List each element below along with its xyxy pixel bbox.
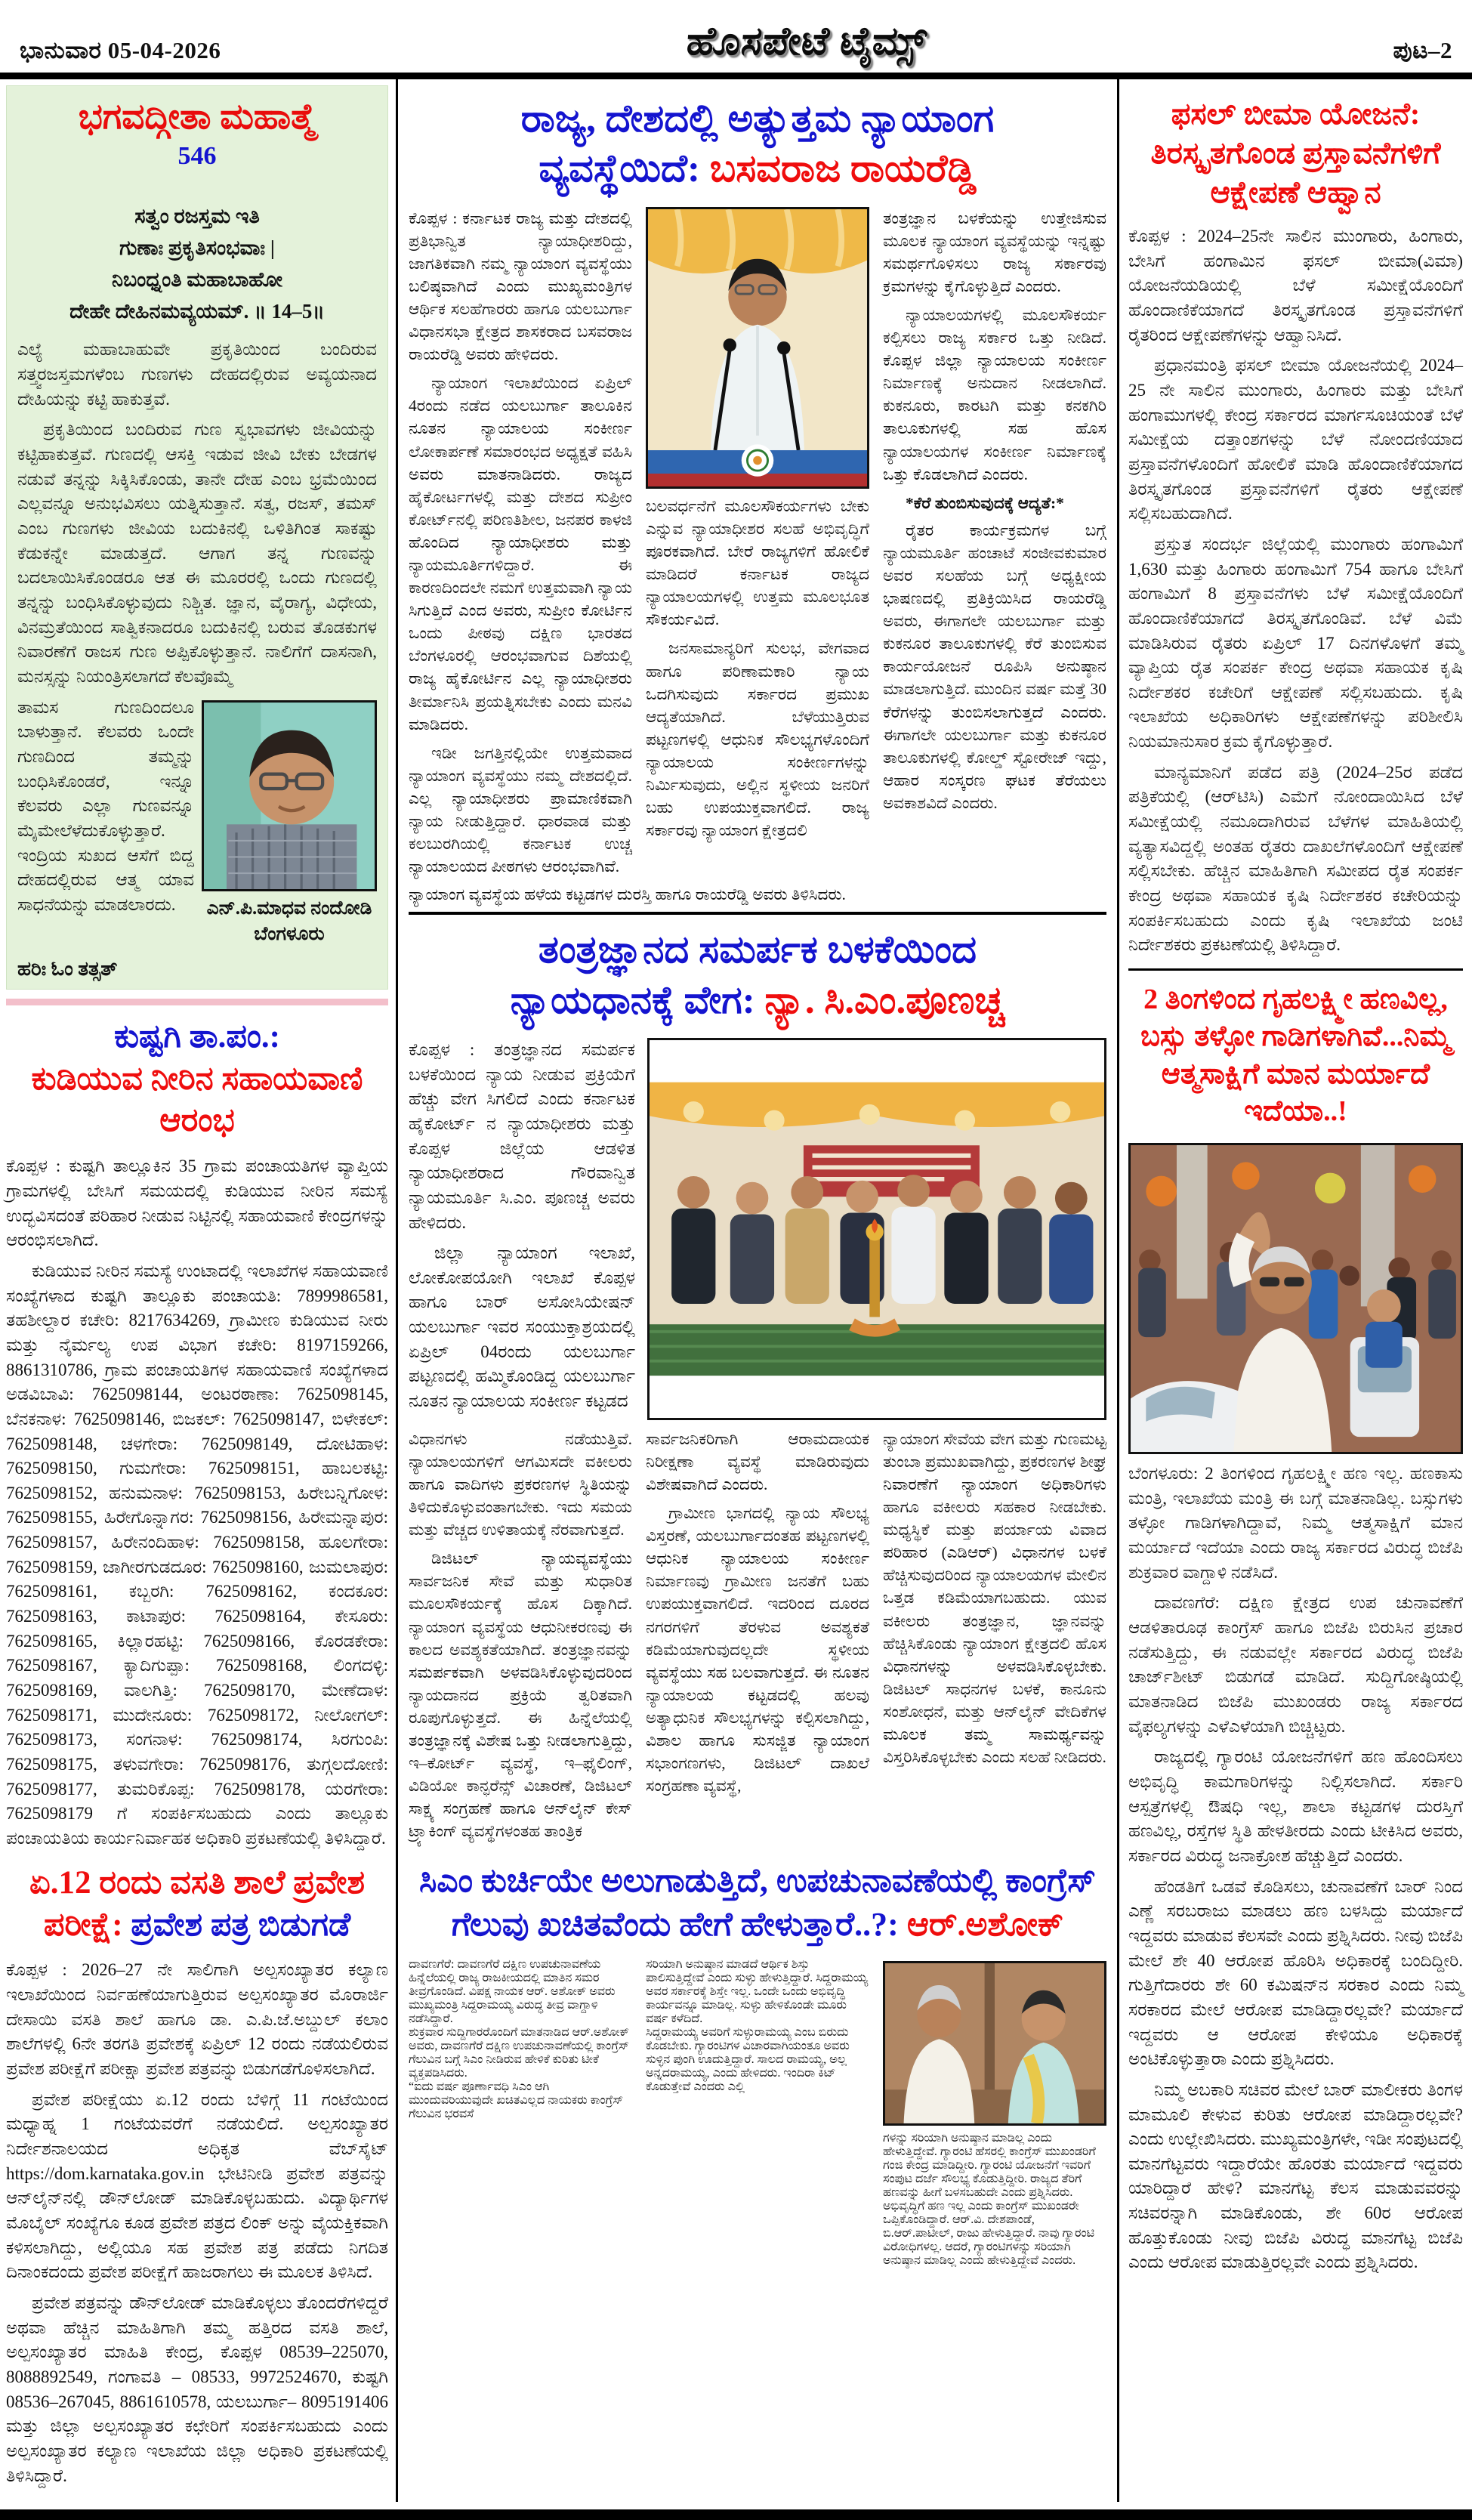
body-paragraph: ಮಾನ್ಯಮಾನಿಗೆ ಪಡೆದ ಪತ್ರಿ (2024–25ರ ಪಡೆದ ಪತ್ರಿಕೆಯಲ್ಲಿ (ಆರ್‌ಟಿಸಿ) ಎಮೆಗೆ ನೋಂದಾಯಿಸಿದ ಬೆಳೆ ಸಮೀಕ್ಷೆಯಲ್ಲಿ ನಮೂದಾಗಿರುವ ಬೆಳೆಗಳ ಮಾಹಿತಿಯಲ್ಲಿ ವ್ಯತ್ಯಾಸವಿದ್ದಲ್ಲಿ ಅಂತಹ ರೈತರು ದಾಖಲೆಗಳೊಂದಿಗೆ ಆಕ್ಷೇಪಣೆ ಸಲ್ಲಿಸಬೇಕು. ಹೆಚ್ಚಿನ ಮಾಹಿತಿಗಾಗಿ ಸಮೀಪದ ರೈತ ಸಂಪರ್ಕ ಕೇಂದ್ರ ಅಥವಾ ಸಹಾಯಕ ಕೃಷಿ ನಿರ್ದೇಶಕರ ಕಚೇರಿಯನ್ನು ಸಂಪರ್ಕಿಸಬಹುದು ಎಂದು ಕೃಷಿ ಇಲಾಖೆಯ ಜಂಟಿ ನಿರ್ದೇಶಕರು ಪ್ರಕಟಣೆಯಲ್ಲಿ ತಿಳಿಸಿದ್ದಾರೆ. [1128,762,1463,955]
masthead-title: ಹೊಸಪೇಟೆ ಟೈಮ್ಸ್ [685,20,929,63]
body-paragraph: ಶುಕ್ರವಾರ ಸುದ್ದಿಗಾರರೊಂದಿಗೆ ಮಾತನಾಡಿದ ಆರ್.ಅಶೋಕ್ ಅವರು, ದಾವಣಗೆರೆ ದಕ್ಷಿಣ ಉಪಚುನಾವಣೆಯಲ್ಲಿ ಕಾಂಗ್ರೆಸ್ ಗೆಲುವಿನ ಬಗ್ಗೆ ಸಿಎಂ ನೀಡಿರುವ ಹೇಳಿಕೆ ಕುರಿತು ಟೀಕೆ ವ್ಯಕ್ತಪಡಿಸಿದರು. [409,2025,629,2080]
headline-line2-blue: ನ್ಯಾಯಧಾನಕ್ಕೆ ವೇಗ: [510,979,765,1022]
fasal-bima-headline [1128,94,1463,212]
headline-line1: ತಂತ್ರಜ್ಞಾನದ ಸಮರ್ಪಕ ಬಳಕೆಯಿಂದ [538,929,977,972]
author-photo-block [202,700,377,947]
center-column [396,79,1119,2502]
body-paragraph: ನ್ಯಾಯಾಂಗ ಸೇವೆಯ ವೇಗ ಮತ್ತು ಗುಣಮಟ್ಟ ತುಂಬಾ ಪ್ರಮುಖವಾಗಿದ್ದು, ಪ್ರಕರಣಗಳ ಶೀಘ್ರ ನಿವಾರಣೆಗೆ ನ್ಯಾಯಾಂಗ ಅಧಿಕಾರಿಗಳು ಹಾಗೂ ವಕೀಲರು ಸಹಕಾರ ನೀಡಬೇಕು. ಮಧ್ಯಸ್ಥಿಕೆ ಮತ್ತು ಪರ್ಯಾಯ ವಿವಾದ ಪರಿಹಾರ (ಎಡಿಆರ್) ವಿಧಾನಗಳ ಬಳಕೆ ಹೆಚ್ಚಿಸುವುದರಿಂದ ನ್ಯಾಯಾಲಯಗಳ ಮೇಲಿನ ಒತ್ತಡ ಕಡಿಮೆಯಾಗಬಹುದು. ಯುವ ವಕೀಲರು ತಂತ್ರಜ್ಞಾನ, ಜ್ಞಾನವನ್ನು ಹೆಚ್ಚಿಸಿಕೊಂಡು ನ್ಯಾಯಾಂಗ ಕ್ಷೇತ್ರದಲಿ ಹೊಸ ವಿಧಾನಗಳನ್ನು ಅಳವಡಿಸಿಕೊಳ್ಳಬೇಕು. ಡಿಜಿಟಲ್ ಸಾಧನಗಳ ಬಳಕೆ, ಕಾನೂನು ಸಂಶೋಧನೆ, ಮತ್ತು ಆನ್‌ಲೈನ್ ವೇದಿಕೆಗಳ ಮೂಲಕ ತಮ್ಮ ಸಾಮರ್ಥ್ಯವನ್ನು ವಿಸ್ತರಿಸಿಕೊಳ್ಳಬೇಕು ಎಂದು ಸಲಹೆ ನೀಡಿದರು. [883,1429,1106,1767]
body-paragraph: ಬಲವರ್ಧನೆಗೆ ಮೂಲಸೌಕರ್ಯಗಳು ಬೇಕು ಎನ್ನುವ ನ್ಯಾಯಾಧೀಶರ ಸಲಹೆ ಅಭಿವೃದ್ಧಿಗೆ ಪೂರಕವಾಗಿದೆ. ಬೇರೆ ರಾಜ್ಯಗಳಿಗೆ ಹೋಲಿಕೆ ಮಾಡಿದರೆ ಕರ್ನಾಟಕ ರಾಜ್ಯದ ನ್ಯಾಯಾಲಯಗಳಲ್ಲಿ ಉತ್ತಮ ಮೂಲಭೂತ ಸೌಕರ್ಯವಿದೆ. [646,496,869,629]
cm-chair-col3-text [883,2132,1106,2268]
date-label: ಭಾನುವಾರ 05-04-2026 [20,37,221,63]
body-paragraph: ಸರಿಯಾಗಿ ಅನುಷ್ಠಾನ ಮಾಡದೆ ಆರ್ಥಿಕ ಶಿಸ್ತು ಪಾಲಿಸುತ್ತಿದ್ದೇವೆ ಎಂದು ಸುಳ್ಳು ಹೇಳುತ್ತಿದ್ದಾರೆ. ಸಿದ್ದರಾಮಯ್ಯ ಅವರ ಸರ್ಕಾರಕ್ಕೆ ಶಿಸ್ತೇ ಇಲ್ಲ. ಒಂದೇ ಒಂದು ಅಭಿವೃದ್ಧಿ ಕಾರ್ಯವನ್ನೂ ಮಾಡಿಲ್ಲ. ಸುಳ್ಳು ಹೇಳಿಕೊಂಡೇ ಮೂರು ವರ್ಷ ಕಳೆದಿದೆ. [646,1957,869,2025]
headline-part-blue: ಕುಷ್ಟಗಿ ತಾ.ಪಂ.: [113,1018,281,1055]
headline-line2-red: ನ್ಯಾ. ಸಿ.ಎಂ.ಪೂಣಚ್ಚ [764,979,1005,1022]
cm-wave-photo-block [1128,1143,1463,1455]
headline-part-red: ಏ.12 ರಂದು ವಸತಿ ಶಾಲೆ ಪ್ರವೇಶ ಪರೀಕ್ಷೆ: [29,1864,366,1943]
person-figure [671,1176,715,1304]
gita-episode-number: 546 [177,142,217,171]
body-paragraph: ಸಾರ್ವಜನಿಕರಿಗಾಗಿ ಆರಾಮದಾಯಕ ನಿರೀಕ್ಷಣಾ ವ್ಯವಸ್ಥೆ ಮಾಡಿರುವುದು ವಿಶೇಷವಾಗಿದೆ ಎಂದರು. [646,1429,869,1493]
technology-col1 [409,1428,632,1849]
verse-line: ನಿಬಂಧ್ನಂತಿ ಮಹಾಬಾಹೋ [111,267,283,291]
gruhalakshmi-headline [1128,981,1463,1131]
cm-chair-col1 [409,1958,632,2268]
body-paragraph: ಗಳನ್ನು ಸರಿಯಾಗಿ ಅನುಷ್ಠಾನ ಮಾಡಿಲ್ಲ ಎಂದು ಹೇಳುತ್ತಿದ್ದೇವೆ. ಗ್ಯಾರಂಟಿ ಹೆಸರಲ್ಲಿ ಕಾಂಗ್ರೆಸ್ ಮುಖಂಡರಿಗೆ ಗಂಜಿ ಕೇಂದ್ರ ಮಾಡಿದ್ದೀರಿ. ಗ್ಯಾರಂಟಿ ಯೋಜನೆಗೆ ಇವರಿಗೆ ಸಂಪುಟ ದರ್ಜೆ ಸೌಲಭ್ಯ ಕೊಡುತ್ತಿದ್ದೀರಿ. ರಾಜ್ಯದ ತೆರಿಗೆ ಹಣವನ್ನು ಹೀಗೆ ಬಳಸಬಹುದೇ ಎಂದು ಪ್ರಶ್ನಿಸಿದರು. [883,2131,1096,2199]
body-paragraph: ದಾವಣಗೆರೆ: ದಾವಣಗೆರೆ ದಕ್ಷಿಣ ಉಪಚುನಾವಣೆಯ ಹಿನ್ನೆಲೆಯಲ್ಲಿ ರಾಜ್ಯ ರಾಜಕೀಯದಲ್ಲಿ ಮಾತಿನ ಸಮರ ತೀವ್ರಗೊಂಡಿದೆ. ವಿಪಕ್ಷ ನಾಯಕ ಆರ್. ಅಶೋಕ್ ಅವರು ಮುಖ್ಯಮಂತ್ರಿ ಸಿದ್ದರಾಮಯ್ಯ ವಿರುದ್ಧ ತೀವ್ರ ವಾಗ್ದಾಳಿ ನಡೆಸಿದ್ದಾರೆ. [409,1957,616,2025]
judiciary-article [409,94,1106,904]
technology-top-row [409,1038,1106,1420]
left-column [0,79,396,2502]
body-paragraph: ಪ್ರವೇಶ ಪರೀಕ್ಷೆಯು ಏ.12 ರಂದು ಬೆಳಿಗ್ಗೆ 11 ಗಂಟೆಯಿಂದ ಮಧ್ಯಾಹ್ನ 1 ಗಂಟೆಯವರೆಗೆ ನಡೆಯಲಿದೆ. ಅಲ್ಪಸಂಖ್ಯಾತರ ನಿರ್ದೇಶನಾಲಯದ ಅಧಿಕೃತ ವೆಬ್‌ಸೈಟ್ https://dom.karnataka.gov.in ಭೇಟಿನೀಡಿ ಪ್ರವೇಶ ಪತ್ರವನ್ನು ಆನ್‌ಲೈನ್‌ನಲ್ಲಿ ಡೌನ್‌ಲೋಡ್ ಮಾಡಿಕೊಳ್ಳಬಹುದು. ವಿದ್ಯಾರ್ಥಿಗಳ ಮೊಬೈಲ್ ಸಂಖ್ಯೆಗೂ ಕೂಡ ಪ್ರವೇಶ ಪತ್ರದ ಲಿಂಕ್ ಅನ್ನು ವೈಯಕ್ತಿಕವಾಗಿ ಕಳಿಸಲಾಗಿದ್ದು, ಅಲ್ಲಿಯೂ ಸಹ ಪ್ರವೇಶ ಪತ್ರ ಪಡೆದು ನಿಗದಿತ ದಿನಾಂಕದಂದು ಪ್ರವೇಶ ಪರೀಕ್ಷೆಗೆ ಹಾಜರಾಗಲು ಈ ಮೂಲಕ ತಿಳಿಸಿದೆ. [6,2089,388,2282]
headline-line1: ರಾಜ್ಯ, ದೇಶದಲ್ಲಿ ಅತ್ಯುತ್ತಮ ನ್ಯಾಯಾಂಗ [520,98,995,141]
cm-chair-col3 [883,1958,1106,2268]
body-paragraph: ಪ್ರಕೃತಿಯಿಂದ ಬಂದಿರುವ ಗುಣ ಸ್ವಭಾವಗಳು ಜೀವಿಯನ್ನು ಕಟ್ಟಿಹಾಕುತ್ತವೆ. ಗುಣದಲ್ಲಿ ಆಸಕ್ತಿ ಇಡುವ ಜೀವಿ ಬೇಕು ಬೇಡಗಳ ನಡುವೆ ತನ್ನನ್ನು ಸಿಕ್ಕಿಸಿಕೊಂಡು, ತಾನೇ ದೇಹ ಎಂಬ ಭ್ರಮೆಯಿಂದ ಎಲ್ಲವನ್ನೂ ಅನುಭವಿಸಲು ಯತ್ನಿಸುತ್ತಾನೆ. ಸತ್ವ, ರಜಸ್, ತಮಸ್ ಎಂಬ ಗುಣಗಳು ಜೀವಿಯ ಬದುಕಿನಲ್ಲಿ ಒಳಿತಿಗಿಂತ ಸಾಕಷ್ಟು ಕೆಡುಕನ್ನೇ ಮಾಡುತ್ತದೆ. ಆಗಾಗ ತನ್ನ ಗುಣವನ್ನು ಬದಲಾಯಿಸಿಕೊಂಡರೂ ಆತ ಈ ಮೂರರಲ್ಲಿ ಒಂದು ಗುಣದಲ್ಲಿ ತನ್ನನ್ನು ಬಂಧಿಸಿಕೊಳ್ಳುವುದು ನಿಶ್ಚಿತ. ಜ್ಞಾನ, ವೈರಾಗ್ಯ, ವಿಧೇಯ, ವಿನಮ್ರತೆಯಿಂದ ಸಾತ್ವಿಕನಾದರೂ ಬದುಕಿನಲ್ಲಿ ಬರುವ ತೊಡಕುಗಳ ನಿವಾರಣೆಗೆ ರಾಜಸ ಗುಣ ಅಪ್ಪಿಕೊಳ್ಳುತ್ತಾನೆ. ನಾಲಿಗೆಗೆ ದಾಸನಾಗಿ, ಮನಸ್ಸನ್ನು ನಿಯಂತ್ರಿಸಲಾಗದೆ ಕೆಲವೊಮ್ಮೆ [17,420,377,686]
fasal-bima-article [1128,94,1463,958]
technology-justice-article [409,925,1106,1848]
body-paragraph: ಕೊಪ್ಪಳ : 2026–27 ನೇ ಸಾಲಿಗಾಗಿ ಅಲ್ಪಸಂಖ್ಯಾತರ ಕಲ್ಯಾಣ ಇಲಾಖೆಯಿಂದ ನಿರ್ವಹಣೆಯಾಗುತ್ತಿರುವ ಅಲ್ಪಸಂಖ್ಯಾತರ ಮೊರಾರ್ಜಿ ದೇಸಾಯಿ ವಸತಿ ಶಾಲೆ ಹಾಗೂ ಡಾ. ಎ.ಪಿ.ಜೆ.ಅಬ್ದುಲ್ ಕಲಾಂ ಶಾಲೆಗಳಲ್ಲಿ 6ನೇ ತರಗತಿ ಪ್ರವೇಶಕ್ಕೆ ಏಪ್ರಿಲ್ 12 ರಂದು ನಡೆಯಲಿರುವ ಪ್ರವೇಶ ಪರೀಕ್ಷೆಗೆ ಪರೀಕ್ಷಾ ಪ್ರವೇಶ ಪತ್ರವನ್ನು ಬಿಡುಗಡೆಗೊಳಿಸಲಾಗಿದೆ. [6,1960,388,2079]
technology-col3 [883,1428,1106,1849]
judiciary-col3 [883,207,1106,885]
body-paragraph: ಕೊಪ್ಪಳ : 2024–25ನೇ ಸಾಲಿನ ಮುಂಗಾರು, ಹಿಂಗಾರು, ಬೇಸಿಗೆ ಹಂಗಾಮಿನ ಫಸಲ್ ಬೀಮಾ(ವಿಮಾ) ಯೋಜನೆಯಡಿಯಲ್ಲಿ ಬೆಳೆ ಸಮೀಕ್ಷೆಯೊಂದಿಗೆ ಹೊಂದಾಣಿಕೆಯಾಗದೆ ತಿರಸ್ಕೃತಗೊಂಡ ಪ್ರಸ್ತಾವನೆಗಳಿಗೆ ರೈತರಿಂದ ಆಕ್ಷೇಪಣೆಗಳನ್ನು ಆಹ್ವಾನಿಸಿದೆ. [1128,227,1463,344]
page-footer-rule [0,2509,1472,2520]
photo-caption-name: ಎನ್.ಪಿ.ಮಾಧವ ನಂದೋಡಿ [206,898,372,919]
gita-box [6,85,388,990]
section-divider-pink [6,999,388,1005]
headline-line: ಫಸಲ್ ಬೀಮಾ ಯೋಜನೆ: [1171,97,1421,131]
headline-line: 2 ತಿಂಗಳಿಂದ ಗೃಹಲಕ್ಷ್ಮೀ ಹಣವಿಲ್ಲ, [1143,984,1448,1016]
technology-headline [409,925,1106,1026]
exam-body [6,1958,388,2488]
person-figure [944,1181,988,1304]
person-figure [1049,1182,1093,1304]
gita-body-top [17,338,377,689]
hostel-exam-article [6,1862,388,2489]
author-portrait-illustration [202,700,377,892]
person-figure [891,1175,935,1304]
lamp-event-photo-block [647,1038,1106,1420]
verse-line: ದೇಹೇ ದೇಹಿನಮವ್ಯಯಮ್. ॥ 14–5॥ [69,299,325,323]
body-paragraph: ಜಿಲ್ಲಾ ನ್ಯಾಯಾಂಗ ಇಲಾಖೆ, ಲೋಕೋಪಯೋಗಿ ಇಲಾಖೆ ಕೊಪ್ಪಳ ಹಾಗೂ ಬಾರ್ ಅಸೋಸಿಯೇಷನ್ ಯಲಬುರ್ಗಾ ಇವರ ಸಂಯುಕ್ತಾಶ್ರಯದಲ್ಲಿ ಏಪ್ರಿಲ್ 04ರಂದು ಯಲಬುರ್ಗಾ ಪಟ್ಟಣದಲ್ಲಿ ಹಮ್ಮಿಕೊಂಡಿದ್ದ ಯಲಬುರ್ಗಾ ನೂತನ ನ್ಯಾಯಾಲಯ ಸಂಕೀರ್ಣ ಕಟ್ಟಡದ [409,1243,635,1411]
body-paragraph: ಕೊಪ್ಪಳ : ಕುಷ್ಟಗಿ ತಾಲ್ಲೂಕಿನ 35 ಗ್ರಾಮ ಪಂಚಾಯತಿಗಳ ವ್ಯಾಪ್ತಿಯ ಗ್ರಾಮಗಳಲ್ಲಿ ಬೇಸಿಗೆ ಸಮಯದಲ್ಲಿ ಕುಡಿಯುವ ನೀರಿನ ಸಮಸ್ಯೆ ಉದ್ಭವಿಸದಂತೆ ಪರಿಹಾರ ನೀಡುವ ನಿಟ್ಟಿನಲ್ಲಿ ಸಹಾಯವಾಣಿ ಕೇಂದ್ರಗಳನ್ನು ಆರಂಭಿಸಲಾಗಿದೆ. [6,1157,388,1250]
body-paragraph: ಹೆಂಡತಿಗೆ ಒಡವೆ ಕೊಡಿಸಲು, ಚುನಾವಣೆಗೆ ಬಾರ್ ನಿಂದ ಎಣ್ಣೆ ಸರಬರಾಜು ಮಾಡಲು ಹಣ ಬಳಸಿದ್ದು ಮರ್ಯಾದೆ ಇದ್ದವರು ಮಾಡುವ ಕೆಲಸವೇ ಎಂದು ಪ್ರಶ್ನಿಸಿದರು. ನೀವು ಬಿಜೆಪಿ ಮೇಲೆ ಶೇ 40 ಆರೋಪ ಹೊರಿಸಿ ಅಧಿಕಾರಕ್ಕೆ ಬಂದಿದ್ದೀರಿ. ಗುತ್ತಿಗೆದಾರರು ಶೇ 60 ಕಮಿಷನ್‌ನ ಸರಕಾರ ಎಂದು ನಿಮ್ಮ ಸರಕಾರದ ಮೇಲೆ ಆರೋಪ ಮಾಡಿದ್ದಾರಲ್ಲವೇ? ಮರ್ಯಾದೆ ಇದ್ದವರು ಆ ಆರೋಪ ಕೇಳಿಯೂ ಅಧಿಕಾರಕ್ಕೆ ಅಂಟಿಕೊಳ್ಳುತ್ತಾರಾ ಎಂದು ಪ್ರಶ್ನಿಸಿದರು. [1128,1876,1463,2069]
headline-line2-red: ಆರ್.ಅಶೋಕ್ [906,1905,1064,1943]
cm-chair-article [409,1859,1106,2267]
body-paragraph: ನ್ಯಾಯಾಂಗ ಇಲಾಖೆಯಿಂದ ಏಪ್ರಿಲ್ 4ರಂದು ನಡೆದ ಯಲಬುರ್ಗಾ ತಾಲೂಕಿನ ನೂತನ ನ್ಯಾಯಾಲಯ ಸಂಕೀರ್ಣ ಲೋಕಾರ್ಪಣೆ ಸಮಾರಂಭದ ಅಧ್ಯಕ್ಷತೆ ವಹಿಸಿ ಅವರು ಮಾತನಾಡಿದರು. ರಾಜ್ಯದ ಹೈಕೋರ್ಟಗಳಲ್ಲಿ ಮತ್ತು ದೇಶದ ಸುಪ್ರೀಂ ಕೋರ್ಟ್‌ನಲ್ಲಿ ಪರಿಣತಿಶೀಲ, ಜನಪರ ಕಾಳಜಿ ಹೊಂದಿದ ನ್ಯಾಯಾಧೀಶರು ಮತ್ತು ನ್ಯಾಯಮೂರ್ತಿಗಳಿದ್ದಾರೆ. ಈ ಕಾರಣದಿಂದಲೇ ನಮಗೆ ಉತ್ತಮವಾಗಿ ನ್ಯಾಯ ಸಿಗುತ್ತಿದೆ ಎಂದ ಅವರು, ಸುಪ್ರೀಂ ಕೋರ್ಟಿನ ಒಂದು ಪೀಠವು ದಕ್ಷಿಣ ಭಾರತದ ಬೆಂಗಳೂರಲ್ಲಿ ಆರಂಭವಾಗುವ ದಿಶೆಯಲ್ಲಿ ರಾಜ್ಯ ಹೈಕೋರ್ಟಿನ ಎಲ್ಲ ನ್ಯಾಯಾಧೀಶರು ತೀರ್ಮಾನಿಸಿ ಪ್ರಯತ್ನಿಸಬೇಕು ಎಂದು ಮನವಿ ಮಾಡಿದರು. [409,374,632,733]
headline-part-red: ಕುಡಿಯುವ ನೀರಿನ ಸಹಾಯವಾಣಿ ಆರಂಭ [31,1061,363,1139]
headline-line: ತಿರಸ್ಕೃತಗೊಂಡ ಪ್ರಸ್ತಾವನೆಗಳಿಗೆ [1150,136,1441,170]
person-figure [998,1176,1042,1304]
judiciary-headline [409,94,1106,195]
cm-chair-body-columns [409,1958,1106,2268]
assembly-leaders-photo-illustration [883,1961,1106,2126]
right-article-divider [1128,968,1463,971]
body-paragraph: ಅಭಿವೃದ್ಧಿಗೆ ಹಣ ಇಲ್ಲ ಎಂದು ಕಾಂಗ್ರೆಸ್ ಮುಖಂಡರೇ ಒಪ್ಪಿಕೊಂಡಿದ್ದಾರೆ. ಆರ್.ವಿ. ದೇಶಪಾಂಡೆ, ಬಿ.ಆರ್.ಪಾಟೀಲ್, ರಾಜು ಹೇಳುತ್ತಿದ್ದಾರೆ. ನಾವು ಗ್ಯಾರಂಟಿ ವಿರೋಧಿಗಳಲ್ಲ. ಆದರೆ, ಗ್ಯಾರಂಟಿಗಳನ್ನು ಸರಿಯಾಗಿ ಅನುಷ್ಠಾನ ಮಾಡಿಲ್ಲ ಎಂದು ಹೇಳುತ್ತಿದ್ದೇವೆ ಎಂದರು. [883,2199,1095,2267]
judiciary-tail-line: ನ್ಯಾಯಾಂಗ ವ್ಯವಸ್ಥೆಯ ಹಳೆಯ ಕಟ್ಟಡಗಳ ದುರಸ್ತಿ ಹಾಗೂ ರಾಯರೆಡ್ಡಿ ಅವರು ತಿಳಿಸಿದರು. [409,885,846,904]
headline-line2-red: ಬಸವರಾಜ ರಾಯರೆಡ್ಡಿ [709,148,977,191]
person-figure [785,1176,829,1304]
page-number: ಪುಟ–2 [1393,37,1452,63]
body-paragraph: ಕೊಪ್ಪಳ : ಕರ್ನಾಟಕ ರಾಜ್ಯ ಮತ್ತು ದೇಶದಲ್ಲಿ ಪ್ರತಿಭಾನ್ವಿತ ನ್ಯಾಯಾಧೀಶರಿದ್ದು, ಜಾಗತಿಕವಾಗಿ ನಮ್ಮ ನ್ಯಾಯಾಂಗ ವ್ಯವಸ್ಥೆಯು ಬಲಿಷ್ಠವಾಗಿದೆ ಎಂದು ಮುಖ್ಯಮಂತ್ರಿಗಳ ಆರ್ಥಿಕ ಸಲಹೆಗಾರರು ಹಾಗೂ ಯಲಬುರ್ಗಾ ವಿಧಾನಸಭಾ ಕ್ಷೇತ್ರದ ಶಾಸಕರಾದ ಬಸವರಾಜ ರಾಯರೆಡ್ಡಿ ಅವರು ಹೇಳಿದರು. [409,208,632,364]
judiciary-col2-text [646,495,869,842]
person-figure [730,1182,774,1304]
cm-chair-headline [409,1859,1106,1945]
body-paragraph: ಪ್ರಧಾನಮಂತ್ರಿ ಫಸಲ್ ಬೀಮಾ ಯೋಜನೆಯಲ್ಲಿ 2024–25 ನೇ ಸಾಲಿನ ಮುಂಗಾರು, ಹಿಂಗಾರು ಮತ್ತು ಬೇಸಿಗೆ ಹಂಗಾಮುಗಳಲ್ಲಿ ಕೇಂದ್ರ ಸರ್ಕಾರದ ಮಾರ್ಗಸೂಚಿಯಂತೆ ಬೆಳೆ ಸಮೀಕ್ಷೆಯ ದತ್ತಾಂಶಗಳನ್ನು ಬೆಳೆ ನೋಂದಣಿಯಾದ ಪ್ರಸ್ತಾವನೆಗಳೊಂದಿಗೆ ಹೋಲಿಕೆ ಮಾಡಿ ಹೊಂದಾಣಿಕೆಯಾಗದ ತಿರಸ್ಕೃತಗೊಂಡ ಪ್ರಸ್ತಾವನೆಗಳಿಗೆ ರೈತರು ಆಕ್ಷೇಪಣೆ ಸಲ್ಲಿಸಬಹುದಾಗಿದೆ. [1128,356,1463,523]
water-helpline-article [6,1016,388,1851]
verse-line: ಗುಣಾಃ ಪ್ರಕೃತಿಸಂಭವಾಃ | [119,236,275,259]
lamp-lighting-group-photo-illustration [647,1038,1106,1420]
body-paragraph: ನಿಮ್ಮ ಅಬಕಾರಿ ಸಚಿವರ ಮೇಲೆ ಬಾರ್ ಮಾಲೀಕರು ತಿಂಗಳ ಮಾಮೂಲಿ ಕೇಳುವ ಕುರಿತು ಆರೋಪ ಮಾಡಿದ್ದಾರಲ್ಲವೇ? ಎಂದು ಉಲ್ಲೇಖಿಸಿದರು. ಮುಖ್ಯಮಂತ್ರಿಗಳೇ, ಇಡೀ ಸಂಪುಟದಲ್ಲಿ ಮಾನಗೆಟ್ಟವರು ಇದ್ದಾರೆಯೇ ಹೊರತು ಮರ್ಯಾದೆ ಇದ್ದವರು ಯಾರಿದ್ದಾರೆ ಹೇಳಿ? ಮಾನಗೆಟ್ಟ ಕೆಲಸ ಮಾಡುವವರನ್ನು ಸಚಿವರನ್ನಾಗಿ ಮಾಡಿಕೊಂಡು, ಶೇ 60ರ ಆರೋಪ ಹೊತ್ತುಕೊಂಡು ನೀವು ಬಿಜೆಪಿ ವಿರುದ್ಧ ಮಾನಗೆಟ್ಟ ಬಿಜೆಪಿ ಎಂದು ಆರೋಪ ಮಾಡುತ್ತಿರಲ್ಲವೇ ಎಂದು ಪ್ರಶ್ನಿಸಿದರು. [1128,2080,1463,2272]
body-paragraph: ಕೊಪ್ಪಳ : ತಂತ್ರಜ್ಞಾನದ ಸಮರ್ಪಕ ಬಳಕೆಯಿಂದ ನ್ಯಾಯ ನೀಡುವ ಪ್ರಕ್ರಿಯೆಗೆ ಹೆಚ್ಚು ವೇಗ ಸಿಗಲಿದೆ ಎಂದು ಕರ್ನಾಟಕ ಹೈಕೋರ್ಟ್‌ ನ ನ್ಯಾಯಾಧೀಶರು ಮತ್ತು ಕೊಪ್ಪಳ ಜಿಲ್ಲೆಯ ಆಡಳಿತ ನ್ಯಾಯಾಧೀಶರಾದ ಗೌರವಾನ್ವಿತ ನ್ಯಾಯಮೂರ್ತಿ ಸಿ.ಎಂ. ಪೂಣಚ್ಚ ಅವರು ಹೇಳಿದರು. [409,1039,635,1232]
body-paragraph: ರೈತರ ಕಾರ್ಯಕ್ರಮಗಳ ಬಗ್ಗೆ ನ್ಯಾಯಮೂರ್ತಿ ಹಂಚಾಟೆ ಸಂಜೀವಕುಮಾರ ಅವರ ಸಲಹೆಯ ಬಗ್ಗೆ ಅಧ್ಯಕ್ಷೀಯ ಭಾಷಣದಲ್ಲಿ ಪ್ರತಿಕ್ರಿಯಿಸಿದ ರಾಯರೆಡ್ಡಿ ಅವರು, ಈಗಾಗಲೇ ಯಲಬುರ್ಗಾ ಮತ್ತು ಕುಕನೂರ ತಾಲೂಕುಗಳಲ್ಲಿ ಕೆರೆ ತುಂಬಿಸುವ ಕಾರ್ಯಯೋಜನೆ ರೂಪಿಸಿ ಅನುಷ್ಠಾನ ಮಾಡಲಾಗುತ್ತಿದೆ. ಮುಂದಿನ ವರ್ಷ ಮತ್ತೆ 30 ಕೆರೆಗಳನ್ನು ತುಂಬಿಸಲಾಗುತ್ತದೆ ಎಂದರು. ಈಗಾಗಲೇ ಯಲಬುರ್ಗಾ ಮತ್ತು ಕುಕನೂರ ತಾಲೂಕುಗಳಲ್ಲಿ ಕೋಲ್ಡ್ ಸ್ಟೋರೇಜ್ ಇದ್ದು, ಆಹಾರ ಸಂಸ್ಕರಣ ಘಟಕ ತೆರೆಯಲು ಅವಕಾಶವಿದೆ ಎಂದರು. [883,520,1106,812]
headline-line: ಬಸ್ಸು ತಳ್ಳೋ ಗಾಡಿಗಳಾಗಿವೆ...ನಿಮ್ಮ [1140,1021,1451,1053]
headline-line2-blue: ವ್ಯವಸ್ಥೆಯಿದೆ: [538,148,710,191]
judiciary-col3-text [883,207,1106,486]
technology-body-columns [409,1428,1106,1849]
headline-line: ಆತ್ಮಸಾಕ್ಷಿಗೆ ಮಾನ ಮರ್ಯಾದೆ ಇದೆಯಾ..! [1161,1058,1430,1128]
cm-chair-col2 [646,1958,869,2268]
body-paragraph: ಇಡೀ ಜಗತ್ತಿನಲ್ಲಿಯೇ ಉತ್ತಮವಾದ ನ್ಯಾಯಾಂಗ ವ್ಯವಸ್ಥೆಯು ನಮ್ಮ ದೇಶದಲ್ಲಿದೆ. ಎಲ್ಲ ನ್ಯಾಯಾಧೀಶರು ಪ್ರಾಮಾಣಿಕವಾಗಿ ನ್ಯಾಯ ನೀಡುತ್ತಿದ್ದಾರೆ. ಧಾರವಾಡ ಮತ್ತು ಕಲಬುರಗಿಯಲ್ಲಿ ಕರ್ನಾಟಕ ಉಚ್ಚ ನ್ಯಾಯಾಲಯದ ಪೀಠಗಳು ಆರಂಭವಾಗಿವೆ. [409,743,632,876]
body-paragraph: ಬೆಂಗಳೂರು: 2 ತಿಂಗಳಿಂದ ಗೃಹಲಕ್ಷ್ಮೀ ಹಣ ಇಲ್ಲ. ಹಣಕಾಸು ಮಂತ್ರಿ, ಇಲಾಖೆಯ ಮಂತ್ರಿ ಈ ಬಗ್ಗೆ ಮಾತನಾಡಿಲ್ಲ. ಬಸ್ಸುಗಳು ತಳ್ಳೋ ಗಾಡಿಗಳಾಗಿದ್ದಾವೆ, ನಿಮ್ಮ ಆತ್ಮಸಾಕ್ಷಿಗೆ ಮಾನ ಮರ್ಯಾದೆ ಇದೆಯಾ ಎಂದು ರಾಜ್ಯ ಸರ್ಕಾರದ ವಿರುದ್ಧ ಬಿಜೆಪಿ ಶುಕ್ರವಾರ ವಾಗ್ದಾಳಿ ನಡೆಸಿದೆ. [1128,1464,1463,1582]
body-paragraph: ತಂತ್ರಜ್ಞಾನ ಬಳಕೆಯನ್ನು ಉತ್ತೇಜಿಸುವ ಮೂಲಕ ನ್ಯಾಯಾಂಗ ವ್ಯವಸ್ಥೆಯನ್ನು ಇನ್ನಷ್ಟು ಸಮರ್ಥಗೊಳಿಸಲು ರಾಜ್ಯ ಸರ್ಕಾರವು ಕ್ರಮಗಳನ್ನು ಕೈಗೊಳ್ಳುತ್ತಿದೆ ಎಂದರು. [883,208,1106,295]
gita-title: ಭಗವದ್ಗೀತಾ ಮಹಾತ್ಮೆ [78,97,316,137]
body-paragraph: ಪ್ರಸ್ತುತ ಸಂದರ್ಭ ಜಿಲ್ಲೆಯಲ್ಲಿ ಮುಂಗಾರು ಹಂಗಾಮಿಗೆ 1,630 ಮತ್ತು ಹಿಂಗಾರು ಹಂಗಾಮಿಗೆ 754 ಹಾಗೂ ಬೇಸಿಗೆ ಹಂಗಾಮಿಗೆ 8 ಪ್ರಸ್ತಾವನೆಗಳು ಬೆಳೆ ಸಮೀಕ್ಷೆಯೊಂದಿಗೆ ಹೊಂದಾಣಿಕೆಯಾಗದೆ ತಿರಸ್ಕೃತಗೊಂಡಿವೆ. ಬೆಳೆ ವಿಮೆ ಮಾಡಿಸಿರುವ ರೈತರು ಏಪ್ರಿಲ್ 17 ದಿನಗಳೊಳಗೆ ತಮ್ಮ ವ್ಯಾಪ್ತಿಯ ರೈತ ಸಂಪರ್ಕ ಕೇಂದ್ರ ಅಥವಾ ಸಹಾಯಕ ಕೃಷಿ ನಿರ್ದೇಶಕರ ಕಚೇರಿಗೆ ಆಕ್ಷೇಪಣೆ ಸಲ್ಲಿಸಬಹುದು. ಕೃಷಿ ಇಲಾಖೆಯ ಅಧಿಕಾರಿಗಳು ಆಕ್ಷೇಪಣೆಗಳನ್ನು ಪರಿಶೀಲಿಸಿ ನಿಯಮಾನುಸಾರ ಕ್ರಮ ಕೈಗೊಳ್ಳುತ್ತಾರೆ. [1128,534,1463,752]
body-paragraph: ದಾವಣಗೆರೆ: ದಕ್ಷಿಣ ಕ್ಷೇತ್ರದ ಉಪ ಚುನಾವಣೆಗೆ ಆಡಳಿತಾರೂಢ ಕಾಂಗ್ರೆಸ್ ಹಾಗೂ ಬಿಜೆಪಿ ಬಿರುಸಿನ ಪ್ರಚಾರ ನಡೆಸುತ್ತಿದ್ದು, ಈ ನಡುವಲ್ಲೇ ಸರ್ಕಾರದ ವಿರುದ್ಧ ಬಿಜೆಪಿ ಚಾರ್ಜ್‌ಶೀಟ್ ಬಿಡುಗಡೆ ಮಾಡಿದೆ. ಸುದ್ದಿಗೋಷ್ಠಿಯಲ್ಲಿ ಮಾತನಾಡಿದ ಬಿಜೆಪಿ ಮುಖಂಡರು ರಾಜ್ಯ ಸರ್ಕಾರದ ವೈಫಲ್ಯಗಳನ್ನು ಎಳೆಎಳೆಯಾಗಿ ಬಿಚ್ಚಿಟ್ಟರು. [1128,1593,1463,1736]
body-paragraph: ಸಿದ್ದರಾಮಯ್ಯ ಅವರಿಗೆ ಸುಳ್ಳುರಾಮಯ್ಯ ಎಂಬ ಬಿರುದು ಕೊಡಬೇಕು. ಗ್ಯಾರಂಟಿಗಳ ವಿಚಾರವಾಗಿಯಂತೂ ಅವರು ಸುಳ್ಳಿನ ಪುಂಗಿ ಊದುತ್ತಿದ್ದಾರೆ. ಸಾಲದ ರಾಮಯ್ಯ, ಅಲ್ಲ ಅನ್ನದರಾಮಯ್ಯ, ಎಂದು ಹೇಳಿದರು. ಇಂದಿರಾ ಕಿಟ್ ಕೊಡುತ್ತೇವೆ ಎಂದರು ಎಲ್ಲಿ [646,2025,850,2093]
judiciary-col1 [409,207,632,885]
article-divider-rule [409,912,1106,915]
body-paragraph: ಕುಡಿಯುವ ನೀರಿನ ಸಮಸ್ಯೆ ಉಂಟಾದಲ್ಲಿ ಇಲಾಖೆಗಳ ಸಹಾಯವಾಣಿ ಸಂಖ್ಯೆಗಳಾದ ಕುಷ್ಟಗಿ ತಾಲ್ಲೂಕು ಪಂಚಾಯತಿ: 7899986581, ತಹಶೀಲ್ದಾರ ಕಚೇರಿ: 8217634269, ಗ್ರಾಮೀಣ ಕುಡಿಯುವ ನೀರು ಮತ್ತು ನೈರ್ಮಲ್ಯ ಉಪ ವಿಭಾಗ ಕಚೇರಿ: 8197159266, 8861310786, ಗ್ರಾಮ ಪಂಚಾಯತಿಗಳ ಸಹಾಯವಾಣಿ ಸಂಖ್ಯೆಗಳಾದ ಅಡವಿಬಾವಿ: 7625098144, ಅಂಟರಠಾಣಾ: 7625098145, ಬೆನಕನಾಳ: 7625098146, ಬಿಜಕಲ್: 7625098147, ಬಿಳೇಕಲ್: 7625098148, ಚಳಗೇರಾ: 7625098149, ದೋಟಿಹಾಳ: 7625098150, ಗುಮಗೇರಾ: 7625098151, ಹಾಬಲಕಟ್ಟಿ: 7625098152, ಹನುಮನಾಳ: 7625098153, ಹಿರೇಬನ್ನಿಗೋಳ: 7625098155, ಹಿರೇಗೊನ್ನಾಗರ: 7625098156, ಹಿರೇಮನ್ನಾಪುರ: 7625098157, ಹಿರೇನಂದಿಹಾಳ: 7625098158, ಹೂಲಗೇರಾ: 7625098159, ಜಾಗೀರಗುಡದೂರ: 7625098160, ಜುಮಲಾಪುರ: 7625098161, ಕಬ್ಬರಗಿ: 7625098162, ಕಂದಕೂರ: 7625098163, ಕಾಟಾಪುರ: 7625098164, ಕೇಸೂರು: 7625098165, ಕಿಲ್ಲಾರಹಟ್ಟಿ: 7625098166, ಕೊರಡಕೇರಾ: 7625098167, ಕ್ಯಾದಿಗುಪ್ಪಾ: 7625098168, ಲಿಂಗದಳ್ಳಿ: 7625098169, ವಾಲಗಿತ್ತಿ: 7625098170, ಮೇಣೆದಾಳ: 7625098171, ಮುದೇನೂರು: 7625098172, ನೀಲೋಗಲ್: 7625098173, ಸಂಗನಾಳ: 7625098174, ಸಿರಗುಂಪಿ: 7625098175, ತಳುವಗೇರಾ: 7625098176, ತುಗ್ಗಲದೋಣಿ: 7625098177, ತುಮರಿಕೊಪ್ಪ: 7625098178, ಯರಗೇರಾ: 7625098179 ಗೆ ಸಂಪರ್ಕಿಸಬಹುದು ಎಂದು ತಾಲ್ಲೂಕು ಪಂಚಾಯತಿಯ ಕಾರ್ಯನಿರ್ವಾಹಕ ಅಧಿಕಾರಿ ಪ್ರಕಟಣೆಯಲ್ಲಿ ತಿಳಿಸಿದ್ದಾರೆ. [6,1261,388,1848]
judiciary-body-columns [409,207,1106,885]
body-paragraph: ಗ್ರಾಮೀಣ ಭಾಗದಲ್ಲಿ ನ್ಯಾಯ ಸೌಲಭ್ಯ ವಿಸ್ತರಣೆ, ಯಲಬುರ್ಗಾದಂತಹ ಪಟ್ಟಣಗಳಲ್ಲಿ ಆಧುನಿಕ ನ್ಯಾಯಾಲಯ ಸಂಕೀರ್ಣ ನಿರ್ಮಾಣವು ಗ್ರಾಮೀಣ ಜನತೆಗೆ ಬಹು ಉಪಯುಕ್ತವಾಗಲಿದೆ. ಇದರಿಂದ ದೂರದ ನಗರಗಳಿಗೆ ತೆರಳುವ ಅವಶ್ಯಕತೆ ಕಡಿಮೆಯಾಗುವುದಲ್ಲದೇ ಸ್ಥಳೀಯ ವ್ಯವಸ್ಥೆಯು ಸಹ ಬಲವಾಗುತ್ತದೆ. ಈ ನೂತನ ನ್ಯಾಯಾಲಯ ಕಟ್ಟಡದಲ್ಲಿ ಹಲವು ಅತ್ಯಾಧುನಿಕ ಸೌಲಭ್ಯಗಳನ್ನು ಕಲ್ಪಿಸಲಾಗಿದ್ದು, ವಿಶಾಲ ಹಾಗೂ ಸುಸಜ್ಜಿತ ನ್ಯಾಯಾಂಗ ಸಭಾಂಗಣಗಳು, ಡಿಜಿಟಲ್ ದಾಖಲೆ ಸಂಗ್ರಹಣಾ ವ್ಯವಸ್ಥೆ, [646,1504,869,1796]
cm-waving-crowd-photo-illustration [1128,1143,1463,1455]
headline-line: ಆಕ್ಷೇಪಣೆ ಆಹ್ವಾನ [1210,175,1381,209]
headline-line2-blue: ಗೆಲುವು ಖಚಿತವೆಂದು ಹೇಗೆ ಹೇಳುತ್ತಾರೆ..?: [451,1905,907,1943]
exam-headline [6,1862,388,1947]
water-body [6,1154,388,1851]
assembly-photo-block [883,1961,1106,2126]
gita-footer: ಹರಿಃ ಓಂ ತತ್ಸತ್ [17,957,118,980]
podium-speaker-photo-illustration [646,207,869,489]
gruhalakshmi-article [1128,981,1463,2275]
verse-line: ಸತ್ವಂ ರಜಸ್ತಮ ಇತಿ [134,205,260,228]
technology-intro-col [409,1038,635,1420]
headline-part-blue: ಪ್ರವೇಶ ಪತ್ರ ಬಿಡುಗಡೆ [131,1907,351,1943]
kere-subhead: *ಕೆರೆ ತುಂಬಿಸುವುದಕ್ಕೆ ಆದ್ಯತೆ:* [906,493,1064,512]
fasal-bima-body [1128,224,1463,958]
body-paragraph: “ಐದು ವರ್ಷ ಪೂರ್ಣಾವಧಿ ಸಿಎಂ ಆಗಿ ಮುಂದುವರಿಯುವುದೇ ಖಚಿತವಿಲ್ಲದ ನಾಯಕರು ಕಾಂಗ್ರೆಸ್ ಗೆಲುವಿನ ಭರವಸೆ [409,2080,624,2120]
body-paragraph: ಪ್ರವೇಶ ಪತ್ರವನ್ನು ಡೌನ್‌ಲೋಡ್ ಮಾಡಿಕೊಳ್ಳಲು ತೊಂದರೆಗಳಿದ್ದರೆ ಅಥವಾ ಹೆಚ್ಚಿನ ಮಾಹಿತಿಗಾಗಿ ತಮ್ಮ ಹತ್ತಿರದ ವಸತಿ ಶಾಲೆ, ಅಲ್ಪಸಂಖ್ಯಾತರ ಮಾಹಿತಿ ಕೇಂದ್ರ, ಕೊಪ್ಪಳ 08539–225070, 8088892549, ಗಂಗಾವತಿ – 08533, 9972524670, ಕುಷ್ಟಗಿ 08536–267045, 8861610578, ಯಲಬುರ್ಗಾ– 8095191406 ಮತ್ತು ಜಿಲ್ಲಾ ಅಲ್ಪಸಂಖ್ಯಾತರ ಕಛೇರಿಗೆ ಸಂಪರ್ಕಿಸಬಹುದು ಎಂದು ಅಲ್ಪಸಂಖ್ಯಾತರ ಕಲ್ಯಾಣ ಇಲಾಖೆಯ ಜಿಲ್ಲಾ ಅಧಿಕಾರಿ ಪ್ರಕಟಣೆಯಲ್ಲಿ ತಿಳಿಸಿದ್ದಾರೆ. [6,2293,388,2485]
content-zones [0,79,1472,2502]
body-paragraph: ವಿಧಾನಗಳು ನಡೆಯುತ್ತಿವೆ. ನ್ಯಾಯಾಲಯಗಳಿಗೆ ಆಗಮಿಸದೇ ವಕೀಲರು ಹಾಗೂ ವಾದಿಗಳು ಪ್ರಕರಣಗಳ ಸ್ಥಿತಿಯನ್ನು ತಿಳಿದುಕೊಳ್ಳುವಂತಾಗಬೇಕು. ಇದು ಸಮಯ ಮತ್ತು ವೆಚ್ಚದ ಉಳಿತಾಯಕ್ಕೆ ನೆರವಾಗುತ್ತದೆ. [409,1429,632,1539]
body-paragraph: ಡಿಜಿಟಲ್ ನ್ಯಾಯವ್ಯವಸ್ಥೆಯು ಸಾರ್ವಜನಿಕ ಸೇವೆ ಮತ್ತು ಸುಧಾರಿತ ಮೂಲಸೌಕರ್ಯಕ್ಕೆ ಹೊಸ ದಿಕ್ಕಾಗಿದೆ. ನ್ಯಾಯಾಂಗ ವ್ಯವಸ್ಥೆಯ ಆಧುನೀಕರಣವು ಈ ಕಾಲದ ಅವಶ್ಯಕತೆಯಾಗಿದೆ. ತಂತ್ರಜ್ಞಾನವನ್ನು ಸಮರ್ಪಕವಾಗಿ ಅಳವಡಿಸಿಕೊಳ್ಳುವುದರಿಂದ ನ್ಯಾಯದಾನದ ಪ್ರಕ್ರಿಯೆ ತ್ವರಿತವಾಗಿ ರೂಪುಗೊಳ್ಳುತ್ತದೆ. ಈ ಹಿನ್ನೆಲೆಯಲ್ಲಿ ತಂತ್ರಜ್ಞಾನಕ್ಕೆ ವಿಶೇಷ ಒತ್ತು ನೀಡಲಾಗುತ್ತಿದ್ದು, ಇ–ಕೋರ್ಟ್ ವ್ಯವಸ್ಥೆ, ಇ–ಫೈಲಿಂಗ್, ವಿಡಿಯೋ ಕಾನ್ಫರೆನ್ಸ್ ವಿಚಾರಣೆ, ಡಿಜಿಟಲ್ ಸಾಕ್ಷ್ಯ ಸಂಗ್ರಹಣೆ ಹಾಗೂ ಆನ್‌ಲೈನ್ ಕೇಸ್ ಟ್ರ್ಯಾಕಿಂಗ್ ವ್ಯವಸ್ಥೆಗಳಂತಹ ತಾಂತ್ರಿಕ [409,1549,632,1841]
right-column [1119,79,1472,2502]
body-paragraph: ಎಲ್ಯೆ ಮಹಾಬಾಹುವೇ ಪ್ರಕೃತಿಯಿಂದ ಬಂದಿರುವ ಸತ್ತ್ವರಜಸ್ತಮಗಳೆಂಬ ಗುಣಗಳು ದೇಹದಲ್ಲಿರುವ ಅವ್ಯಯನಾದ ದೇಹಿಯನ್ನು ಕಟ್ಟಿ ಹಾಕುತ್ತವೆ. [17,340,377,409]
body-paragraph: ಜನಸಾಮಾನ್ಯರಿಗೆ ಸುಲಭ, ವೇಗವಾದ ಹಾಗೂ ಪರಿಣಾಮಕಾರಿ ನ್ಯಾಯ ಒದಗಿಸುವುದು ಸರ್ಕಾರದ ಪ್ರಮುಖ ಆದ್ಯತೆಯಾಗಿದೆ. ಬೆಳೆಯುತ್ತಿರುವ ಪಟ್ಟಣಗಳಲ್ಲಿ ಆಧುನಿಕ ಸೌಲಭ್ಯಗಳೊಂದಿಗೆ ನ್ಯಾಯಾಲಯ ಸಂಕೀರ್ಣಗಳನ್ನು ನಿರ್ಮಿಸುವುದು, ಅಲ್ಲಿನ ಸ್ಥಳೀಯ ಜನರಿಗೆ ಬಹು ಉಪಯುಕ್ತವಾಗಲಿದೆ. ರಾಜ್ಯ ಸರ್ಕಾರವು ನ್ಯಾಯಾಂಗ ಕ್ಷೇತ್ರದಲಿ [646,639,869,840]
gruhalakshmi-body [1128,1462,1463,2275]
page-header [0,0,1472,79]
photo-caption-city: ಬೆಂಗಳೂರು [254,923,325,944]
water-headline [6,1016,388,1143]
gita-verse [17,201,377,327]
body-paragraph: ತಾಮಸ ಗುಣದಿಂದಲೂ ಬಾಳುತ್ತಾನೆ. ಕೆಲವರು ಒಂದೇ ಗುಣದಿಂದ ತಮ್ಮನ್ನು ಬಂಧಿಸಿಕೊಂಡರೆ, ಇನ್ನೂ ಕೆಲವರು ಎಲ್ಲಾ ಗುಣವನ್ನೂ ಮೈಮೇಲೆಳೆದುಕೊಳ್ಳುತ್ತಾರೆ. ಇಂದ್ರಿಯ ಸುಖದ ಆಸೆಗೆ ಬಿದ್ದ ದೇಹದಲ್ಲಿರುವ ಆತ್ಮ ಯಾವ ಸಾಧನೆಯನ್ನು ಮಾಡಲಾರದು. [17,697,194,914]
technology-col2 [646,1428,869,1849]
judiciary-col3-after [883,519,1106,814]
body-paragraph: ರಾಜ್ಯದಲ್ಲಿ ಗ್ಯಾರಂಟಿ ಯೋಜನೆಗಳಿಗೆ ಹಣ ಹೊಂದಿಸಲು ಅಭಿವೃದ್ಧಿ ಕಾಮಗಾರಿಗಳನ್ನು ನಿಲ್ಲಿಸಲಾಗಿದೆ. ಸರ್ಕಾರಿ ಆಸ್ಪತ್ರೆಗಳಲ್ಲಿ ಔಷಧಿ ಇಲ್ಲ, ಶಾಲಾ ಕಟ್ಟಡಗಳ ದುರಸ್ತಿಗೆ ಹಣವಿಲ್ಲ, ರಸ್ತೆಗಳ ಸ್ಥಿತಿ ಹೇಳತೀರದು ಎಂದು ಟೀಕಿಸಿದ ಅವರು, ಸರ್ಕಾರದ ವಿರುದ್ಧ ಜನಾಕ್ರೋಶ ಹೆಚ್ಚುತ್ತಿದೆ ಎಂದರು. [1128,1747,1463,1865]
gita-media-row [17,696,377,947]
judiciary-col2 [646,207,869,885]
body-paragraph: ನ್ಯಾಯಾಲಯಗಳಲ್ಲಿ ಮೂಲಸೌಕರ್ಯ ಕಲ್ಪಿಸಲು ರಾಜ್ಯ ಸರ್ಕಾರ ಒತ್ತು ನೀಡಿದೆ. ಕೊಪ್ಪಳ ಜಿಲ್ಲಾ ನ್ಯಾಯಾಲಯ ಸಂಕೀರ್ಣ ನಿರ್ಮಾಣಕ್ಕೆ ಅನುದಾನ ನೀಡಲಾಗಿದೆ. ಕುಕನೂರು, ಕಾರಟಗಿ ಮತ್ತು ಕನಕಗಿರಿ ತಾಲೂಕುಗಳಲ್ಲಿ ಸಹ ಹೊಸ ನ್ಯಾಯಾಲಯಗಳ ಸಂಕೀರ್ಣ ನಿರ್ಮಾಣಕ್ಕೆ ಒತ್ತು ಕೊಡಲಾಗಿದೆ ಎಂದರು. [883,305,1106,483]
headline-line1: ಸಿಎಂ ಕುರ್ಚಿಯೇ ಅಲುಗಾಡುತ್ತಿದೆ, ಉಪಚುನಾವಣೆಯಲ್ಲಿ ಕಾಂಗ್ರೆಸ್ [418,1862,1096,1900]
